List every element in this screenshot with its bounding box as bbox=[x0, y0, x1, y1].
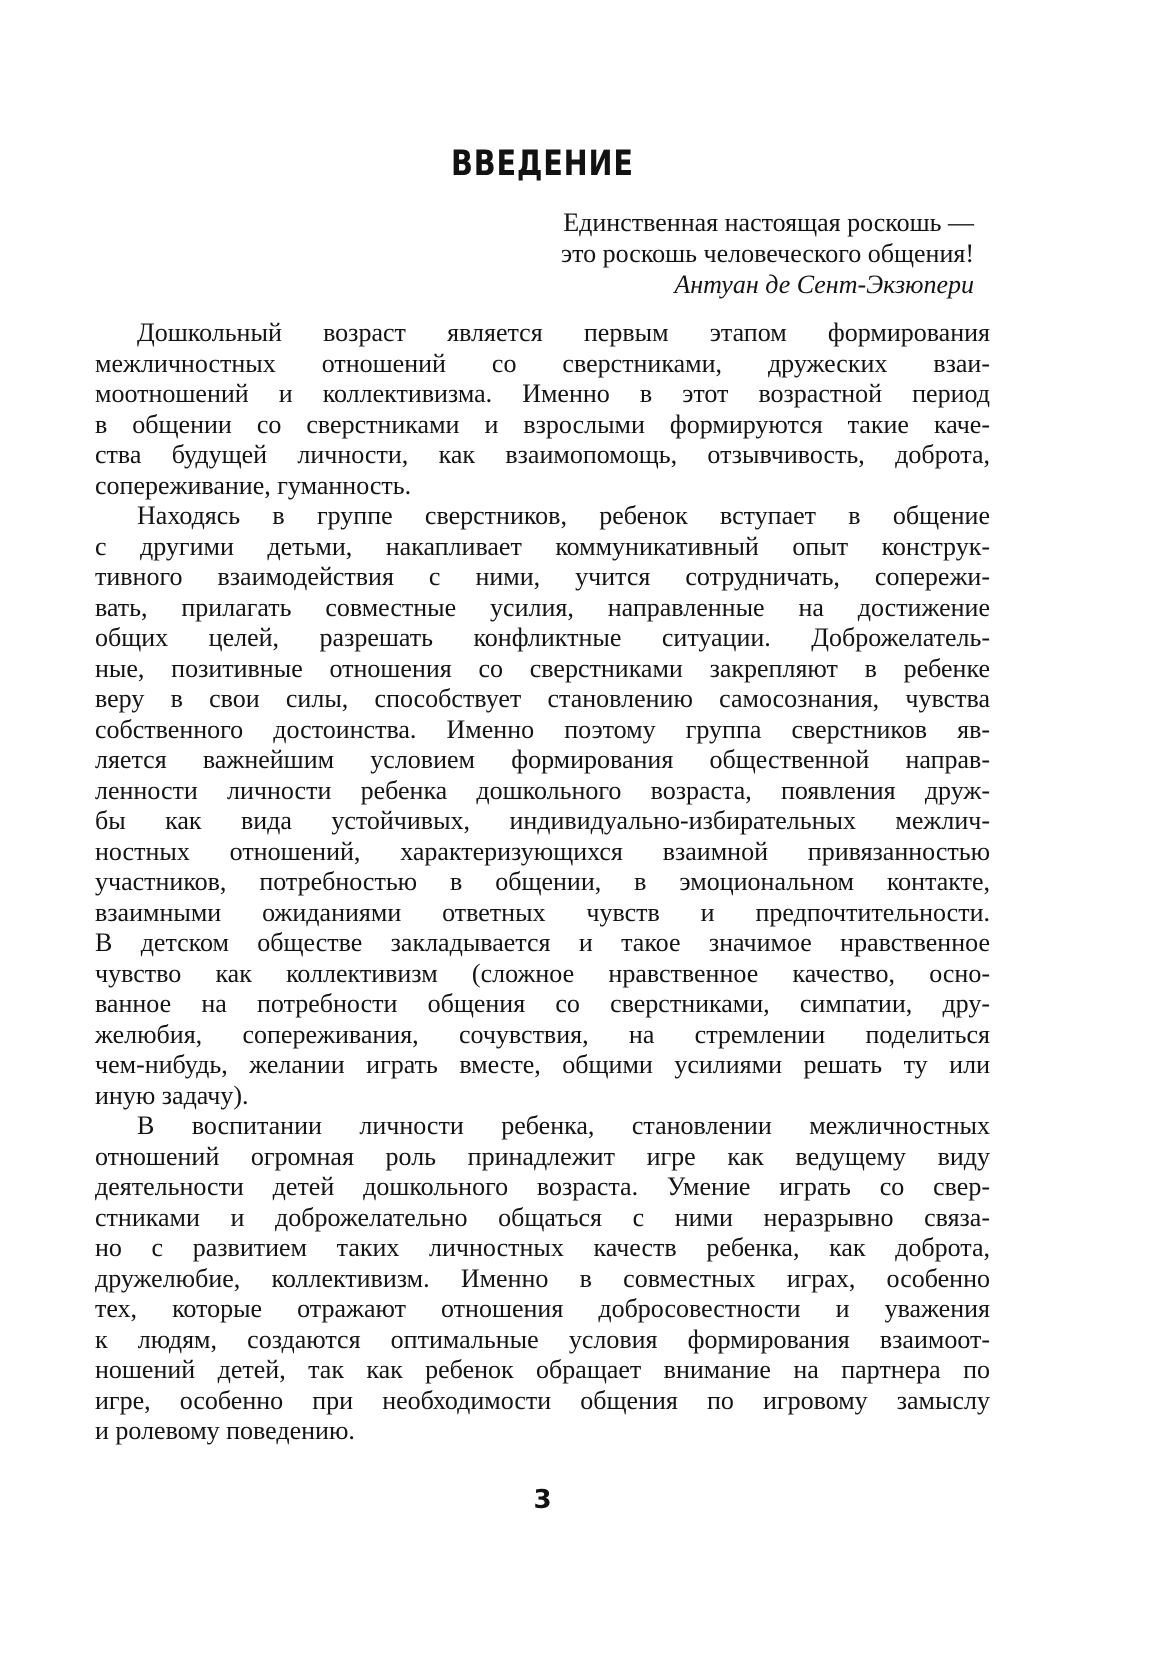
paragraph bbox=[95, 1111, 990, 1447]
text-line: стниками и доброжелательно общаться с ними неразрывно связа- bbox=[95, 1202, 990, 1232]
paragraph bbox=[95, 318, 990, 501]
text-line: с другими детьми, накапливает коммуникативный опыт конструк- bbox=[95, 531, 990, 561]
page-content bbox=[95, 0, 990, 1515]
text-line: общих целей, разрешать конфликтные ситуации. Доброжелатель- bbox=[95, 623, 990, 652]
page-title-text: ВВЕДЕНИЕ bbox=[451, 144, 634, 184]
text-line: но с развитием таких личностных качеств ребенка, как доброта, bbox=[95, 1233, 990, 1262]
text-line: и ролевому поведению. bbox=[95, 1416, 355, 1445]
paragraphs-container bbox=[95, 318, 990, 1447]
text-line: ванное на потребности общения со сверстниками, симпатии, дру- bbox=[95, 989, 990, 1018]
text-line: отношений огромная роль принадлежит игре как ведущему виду bbox=[95, 1141, 990, 1171]
text-line: В воспитании личности ребенка, становлении межличностных bbox=[137, 1111, 990, 1140]
page-title bbox=[95, 146, 990, 182]
paragraph bbox=[95, 501, 990, 1111]
text-line: тех, которые отражают отношения добросовестности и уважения bbox=[95, 1294, 990, 1323]
text-line: ные, позитивные отношения со сверстниками закрепляют в ребенке bbox=[95, 653, 990, 683]
text-line: ностных отношений, характеризующихся взаимной привязанностью bbox=[95, 836, 990, 866]
text-line: В детском обществе закладывается и такое значимое нравственное bbox=[95, 928, 990, 957]
text-line: веру в свои силы, способствует становлению самосознания, чувства bbox=[95, 684, 990, 713]
text-line: иную задачу). bbox=[95, 1080, 249, 1110]
text-line: тивного взаимодействия с ними, учится сотрудничать, сопережи- bbox=[95, 562, 990, 591]
text-line: ства будущей личности, как взаимопомощь, отзывчивость, доброта, bbox=[95, 440, 990, 469]
text-line: собственного достоинства. Именно поэтому группа сверстников яв- bbox=[95, 714, 990, 744]
epigraph-attribution: Антуан де Сент-Экзюпери bbox=[674, 270, 974, 299]
text-line: моотношений и коллективизма. Именно в этот возрастной период bbox=[95, 379, 990, 408]
text-line: бы как вида устойчивых, индивидуально-избирательных межлич- bbox=[95, 806, 990, 835]
text-line: к людям, создаются оптимальные условия формирования взаимоот- bbox=[95, 1324, 990, 1354]
text-line: взаимными ожиданиями ответных чувств и предпочтительности. bbox=[95, 897, 990, 927]
epigraph-line: это роскошь человеческого общения! bbox=[560, 239, 974, 268]
text-line: чем-нибудь, желании играть вместе, общими усилиями решать ту или bbox=[95, 1050, 990, 1079]
text-line: дружелюбие, коллективизм. Именно в совместных играх, особенно bbox=[95, 1263, 990, 1293]
text-line: чувство как коллективизм (сложное нравственное качество, осно- bbox=[95, 958, 990, 988]
text-line: ношений детей, так как ребенок обращает внимание на партнера по bbox=[95, 1355, 990, 1384]
text-line: вать, прилагать совместные усилия, направленные на достижение bbox=[95, 592, 990, 622]
text-line: участников, потребностью в общении, в эмоциональном контакте, bbox=[95, 867, 990, 896]
epigraph-line: Единственная настоящая роскошь — bbox=[563, 208, 974, 237]
epigraph bbox=[95, 207, 990, 300]
text-line: деятельности детей дошкольного возраста. Умение играть со свер- bbox=[95, 1172, 990, 1201]
text-line: межличностных отношений со сверстниками, дружеских взаи- bbox=[95, 348, 990, 378]
page-number: 3 bbox=[533, 1484, 552, 1515]
text-line: Дошкольный возраст является первым этапом формирования bbox=[137, 318, 990, 347]
text-line: желюбия, сопереживания, сочувствия, на стремлении поделиться bbox=[95, 1019, 990, 1049]
text-line: сопереживание, гуманность. bbox=[95, 470, 412, 500]
text-line: Находясь в группе сверстников, ребенок вступает в общение bbox=[137, 501, 990, 530]
text-line: ляется важнейшим условием формирования общественной направ- bbox=[95, 745, 990, 774]
text-line: игре, особенно при необходимости общения по игровому замыслу bbox=[95, 1385, 990, 1415]
text-line: ленности личности ребенка дошкольного возраста, появления друж- bbox=[95, 775, 990, 805]
text-line: в общении со сверстниками и взрослыми формируются такие каче- bbox=[95, 409, 990, 439]
